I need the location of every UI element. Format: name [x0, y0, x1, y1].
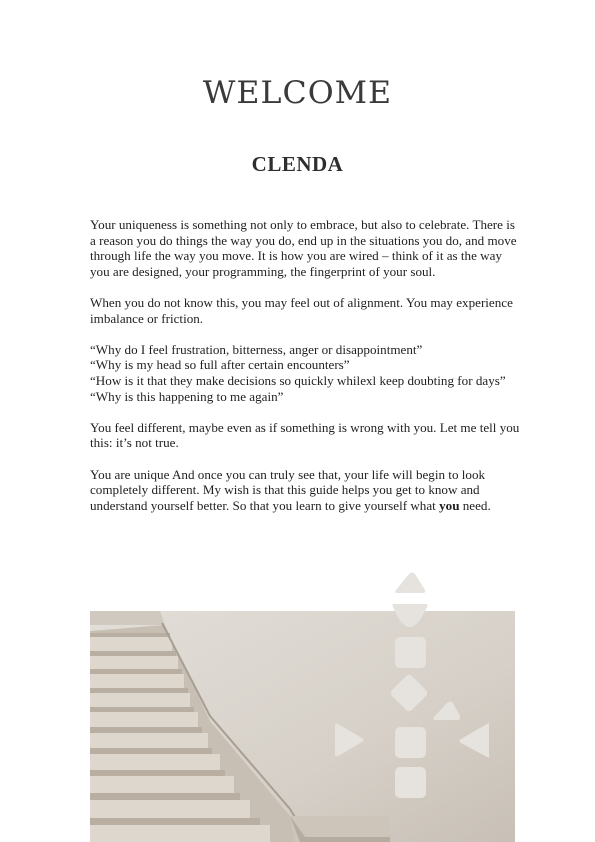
quote-line: “Why do I feel frustration, bitterness, anger or disappointment”: [90, 341, 423, 357]
paragraph-unique-end: need.: [459, 497, 491, 513]
paragraph-different: You feel different, maybe even as if something is wrong with you. Let me tell you this: it’s not true.: [90, 419, 520, 451]
staircase-photo: [90, 611, 515, 842]
paragraph-unique: [90, 467, 522, 514]
quote-line: “Why is this happening to me again”: [90, 388, 284, 404]
staircase-illustration: [90, 611, 515, 842]
quote-line: “How is it that they make decisions so quickly whilexl keep doubting for days”: [90, 372, 506, 388]
emphasis-you: you: [439, 497, 460, 513]
paragraph-unique-start: You are unique And once you can truly see that, your life will begin to look completely different. My wish is that this guide helps you get to know and understand yourself better. So that you learn to give yourself what: [90, 466, 486, 513]
welcome-text: [90, 217, 522, 529]
quote-line: “Why is my head so full after certain encounters”: [90, 357, 350, 373]
paragraph-uniqueness: Your uniqueness is something not only to embrace, but also to celebrate. There is a reason you do things the way you do, end up in the situations you do, and move through life the way you move. It is how you are wired – think of it as the way you are designed, your programming, the fingerprint of your soul.: [90, 217, 517, 279]
triangle-up-icon: [395, 573, 425, 594]
paragraph-alignment: When you do not know this, you may feel out of alignment. You may experience imbalance or friction.: [90, 294, 513, 326]
recipient-name: CLENDA: [251, 152, 344, 176]
page-title: WELCOME: [202, 75, 393, 111]
